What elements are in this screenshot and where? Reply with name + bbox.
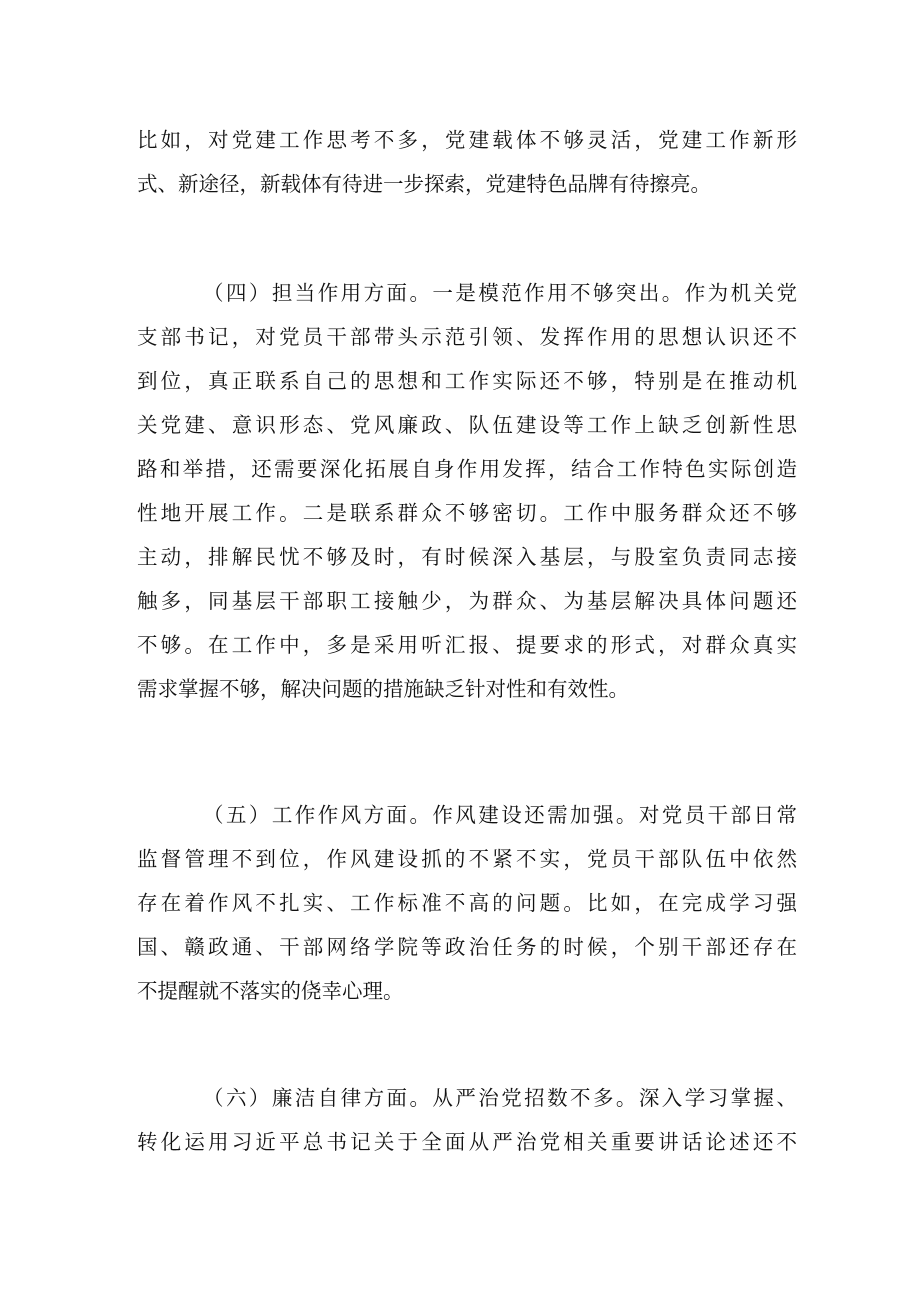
text-line: 路和举措，还需要深化拓展自身作用发挥，结合工作特色实际创造 xyxy=(137,457,797,481)
text-line: 不提醒就不落实的侥幸心理。 xyxy=(137,979,404,1003)
text-line: 转化运用习近平总书记关于全面从严治党相关重要讲话论述还不 xyxy=(137,1130,797,1154)
text-line: 性地开展工作。二是联系群众不够密切。工作中服务群众还不够 xyxy=(137,501,797,525)
text-line: 式、新途径，新载体有待进一步探索，党建特色品牌有待擦亮。 xyxy=(137,172,711,196)
text-line: 存在着作风不扎实、工作标准不高的问题。比如，在完成学习强 xyxy=(137,891,797,915)
text-line: 需求掌握不够，解决问题的措施缺乏针对性和有效性。 xyxy=(137,677,629,701)
paragraph-section-6 xyxy=(137,1076,797,1164)
paragraph-section-4 xyxy=(137,271,797,711)
text-line: 触多，同基层干部职工接触少，为群众、为基层解决具体问题还 xyxy=(137,589,797,613)
text-line: 主动，排解民忧不够及时，有时候深入基层，与股室负责同志接 xyxy=(137,545,797,569)
text-line: 支部书记，对党员干部带头示范引领、发挥作用的思想认识还不 xyxy=(137,325,797,349)
paragraph-continuation xyxy=(137,118,797,206)
text-line: 关党建、意识形态、党风廉政、队伍建设等工作上缺乏创新性思 xyxy=(137,413,797,437)
text-line: （四）担当作用方面。一是模范作用不够突出。作为机关党 xyxy=(203,281,797,305)
text-line: 比如，对党建工作思考不多，党建载体不够灵活，党建工作新形 xyxy=(137,128,797,152)
text-line: 国、赣政通、干部网络学院等政治任务的时候，个别干部还存在 xyxy=(137,935,797,959)
text-line: 监督管理不到位，作风建设抓的不紧不实，党员干部队伍中依然 xyxy=(137,847,797,871)
text-line: 不够。在工作中，多是采用听汇报、提要求的形式，对群众真实 xyxy=(137,633,797,657)
paragraph-section-5 xyxy=(137,793,797,1013)
text-line: （六）廉洁自律方面。从严治党招数不多。深入学习掌握、 xyxy=(203,1086,797,1110)
text-line: 到位，真正联系自己的思想和工作实际还不够，特别是在推动机 xyxy=(137,369,797,393)
text-line: （五）工作作风方面。作风建设还需加强。对党员干部日常 xyxy=(203,803,797,827)
